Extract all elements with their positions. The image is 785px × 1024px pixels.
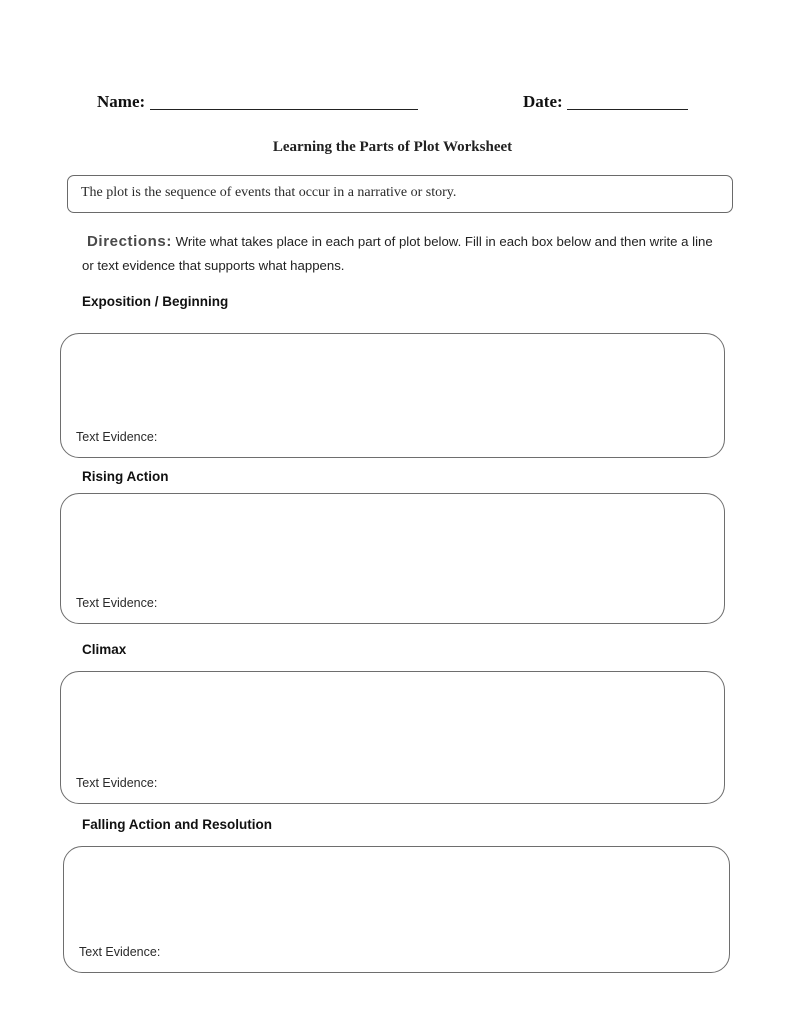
date-label: Date:: [523, 92, 563, 111]
definition-text: The plot is the sequence of events that occur in a narrative or story.: [81, 185, 457, 200]
definition-box: [67, 175, 733, 213]
exposition-box[interactable]: [60, 333, 725, 458]
text-evidence-label: Text Evidence:: [76, 430, 158, 444]
directions-text: Write what takes place in each part of plot below. Fill in each box below and then write a line or text evidence that supports what happens.: [82, 234, 713, 273]
date-field[interactable]: [567, 109, 688, 110]
text-evidence-label: Text Evidence:: [79, 945, 161, 959]
section-heading-climax: Climax: [82, 642, 127, 657]
rising-action-box[interactable]: [60, 493, 725, 624]
text-evidence-label: Text Evidence:: [76, 596, 158, 610]
falling-action-box[interactable]: [63, 846, 730, 973]
name-label: Name:: [97, 92, 146, 111]
text-evidence-label: Text Evidence:: [76, 776, 158, 790]
worksheet-title: Learning the Parts of Plot Worksheet: [272, 139, 513, 155]
name-field[interactable]: [150, 109, 418, 110]
section-heading-rising-action: Rising Action: [82, 469, 169, 484]
section-heading-falling-action: Falling Action and Resolution: [82, 817, 272, 832]
climax-box[interactable]: [60, 671, 725, 804]
directions-label: Directions:: [87, 233, 172, 250]
section-heading-exposition: Exposition / Beginning: [82, 294, 229, 309]
directions: [82, 230, 722, 278]
